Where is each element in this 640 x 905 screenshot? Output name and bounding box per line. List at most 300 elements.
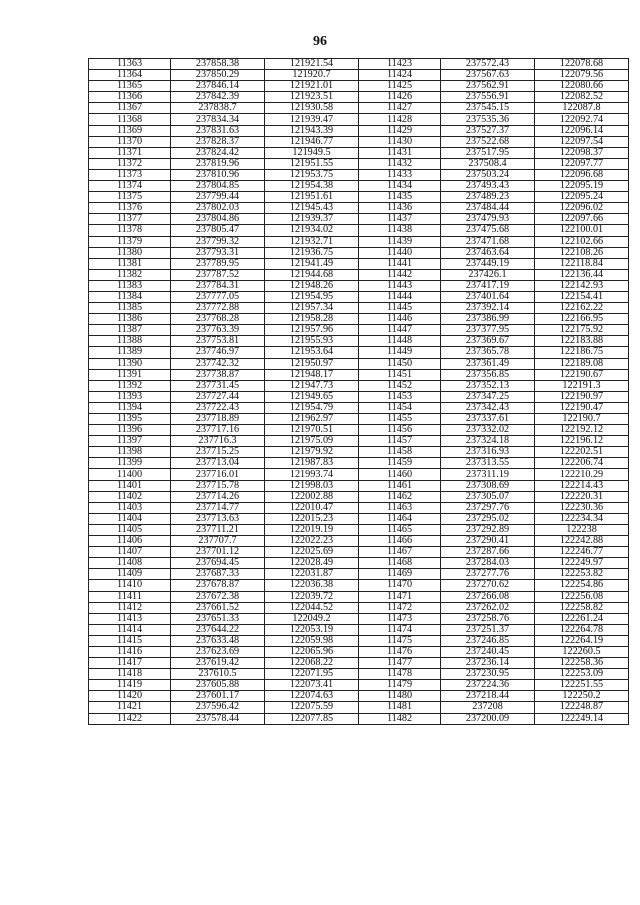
table-row: [89, 425, 629, 436]
y-coordinate-right-cell: 122238: [535, 524, 629, 535]
point-id-right-cell: 11474: [359, 624, 441, 635]
x-coordinate-right-cell: 237218.44: [441, 691, 535, 702]
table-row: [89, 258, 629, 269]
point-id-left-cell: 11365: [89, 81, 171, 92]
x-coordinate-left-cell: 237651.33: [171, 613, 265, 624]
point-id-left-cell: 11406: [89, 536, 171, 547]
y-coordinate-left-cell: 121979.92: [265, 447, 359, 458]
table-row: [89, 680, 629, 691]
point-id-right-cell: 11449: [359, 347, 441, 358]
x-coordinate-left-cell: 237805.47: [171, 225, 265, 236]
point-id-right-cell: 11444: [359, 291, 441, 302]
y-coordinate-left-cell: 122071.95: [265, 669, 359, 680]
y-coordinate-right-cell: 122191.3: [535, 380, 629, 391]
table-row: [89, 103, 629, 114]
point-id-right-cell: 11438: [359, 225, 441, 236]
y-coordinate-left-cell: 121987.83: [265, 458, 359, 469]
point-id-left-cell: 11376: [89, 203, 171, 214]
y-coordinate-right-cell: 122175.92: [535, 325, 629, 336]
y-coordinate-right-cell: 122080.66: [535, 81, 629, 92]
y-coordinate-left-cell: 121944.68: [265, 269, 359, 280]
table-row: [89, 458, 629, 469]
point-id-left-cell: 11412: [89, 602, 171, 613]
x-coordinate-left-cell: 237605.88: [171, 680, 265, 691]
x-coordinate-left-cell: 237858.38: [171, 59, 265, 70]
point-id-right-cell: 11431: [359, 147, 441, 158]
y-coordinate-right-cell: 122250.2: [535, 691, 629, 702]
y-coordinate-left-cell: 121941.49: [265, 258, 359, 269]
coordinates-table: [88, 58, 629, 725]
x-coordinate-right-cell: 237258.76: [441, 613, 535, 624]
point-id-right-cell: 11450: [359, 358, 441, 369]
point-id-right-cell: 11451: [359, 369, 441, 380]
x-coordinate-left-cell: 237717.16: [171, 425, 265, 436]
point-id-left-cell: 11381: [89, 258, 171, 269]
point-id-left-cell: 11396: [89, 425, 171, 436]
point-id-right-cell: 11429: [359, 125, 441, 136]
x-coordinate-right-cell: 237262.02: [441, 602, 535, 613]
x-coordinate-left-cell: 237672.38: [171, 591, 265, 602]
y-coordinate-right-cell: 122186.75: [535, 347, 629, 358]
x-coordinate-right-cell: 237503.24: [441, 169, 535, 180]
x-coordinate-left-cell: 237742.32: [171, 358, 265, 369]
x-coordinate-left-cell: 237772.88: [171, 303, 265, 314]
table-row: [89, 558, 629, 569]
x-coordinate-left-cell: 237831.63: [171, 125, 265, 136]
table-row: [89, 81, 629, 92]
x-coordinate-right-cell: 237324.18: [441, 436, 535, 447]
y-coordinate-left-cell: 122065.96: [265, 646, 359, 657]
point-id-left-cell: 11409: [89, 569, 171, 580]
point-id-right-cell: 11462: [359, 491, 441, 502]
point-id-right-cell: 11473: [359, 613, 441, 624]
y-coordinate-left-cell: 121970.51: [265, 425, 359, 436]
point-id-left-cell: 11375: [89, 192, 171, 203]
point-id-right-cell: 11435: [359, 192, 441, 203]
point-id-left-cell: 11415: [89, 635, 171, 646]
y-coordinate-left-cell: 122036.38: [265, 580, 359, 591]
x-coordinate-left-cell: 237727.44: [171, 391, 265, 402]
y-coordinate-left-cell: 122077.85: [265, 713, 359, 724]
y-coordinate-left-cell: 122039.72: [265, 591, 359, 602]
table-row: [89, 569, 629, 580]
x-coordinate-right-cell: 237208: [441, 702, 535, 713]
point-id-right-cell: 11469: [359, 569, 441, 580]
table-row: [89, 391, 629, 402]
y-coordinate-left-cell: 122015.23: [265, 513, 359, 524]
y-coordinate-left-cell: 121950.97: [265, 358, 359, 369]
x-coordinate-left-cell: 237716.3: [171, 436, 265, 447]
y-coordinate-left-cell: 121932.71: [265, 236, 359, 247]
y-coordinate-left-cell: 122022.23: [265, 536, 359, 547]
y-coordinate-right-cell: 122154.41: [535, 291, 629, 302]
y-coordinate-right-cell: 122242.88: [535, 536, 629, 547]
table-row: [89, 291, 629, 302]
y-coordinate-left-cell: 121957.34: [265, 303, 359, 314]
table-row: [89, 336, 629, 347]
y-coordinate-right-cell: 122214.43: [535, 480, 629, 491]
y-coordinate-right-cell: 122079.56: [535, 70, 629, 81]
point-id-right-cell: 11442: [359, 269, 441, 280]
y-coordinate-left-cell: 122028.49: [265, 558, 359, 569]
x-coordinate-right-cell: 237386.99: [441, 314, 535, 325]
x-coordinate-left-cell: 237731.45: [171, 380, 265, 391]
point-id-right-cell: 11476: [359, 646, 441, 657]
x-coordinate-left-cell: 237718.89: [171, 414, 265, 425]
x-coordinate-left-cell: 237850.29: [171, 70, 265, 81]
y-coordinate-left-cell: 121945.43: [265, 203, 359, 214]
y-coordinate-right-cell: 122206.74: [535, 458, 629, 469]
y-coordinate-left-cell: 121934.02: [265, 225, 359, 236]
y-coordinate-right-cell: 122096.02: [535, 203, 629, 214]
y-coordinate-left-cell: 121962.97: [265, 414, 359, 425]
table-row: [89, 314, 629, 325]
x-coordinate-right-cell: 237449.19: [441, 258, 535, 269]
x-coordinate-right-cell: 237230.95: [441, 669, 535, 680]
y-coordinate-left-cell: 121958.28: [265, 314, 359, 325]
point-id-left-cell: 11389: [89, 347, 171, 358]
x-coordinate-left-cell: 237804.86: [171, 214, 265, 225]
y-coordinate-right-cell: 122254.86: [535, 580, 629, 591]
x-coordinate-left-cell: 237787.52: [171, 269, 265, 280]
y-coordinate-right-cell: 122192.12: [535, 425, 629, 436]
y-coordinate-left-cell: 121954.79: [265, 402, 359, 413]
point-id-right-cell: 11482: [359, 713, 441, 724]
x-coordinate-right-cell: 237365.78: [441, 347, 535, 358]
point-id-left-cell: 11388: [89, 336, 171, 347]
y-coordinate-right-cell: 122142.93: [535, 280, 629, 291]
x-coordinate-right-cell: 237356.85: [441, 369, 535, 380]
y-coordinate-left-cell: 122074.63: [265, 691, 359, 702]
x-coordinate-left-cell: 237768.28: [171, 314, 265, 325]
table-row: [89, 369, 629, 380]
table-row: [89, 691, 629, 702]
point-id-right-cell: 11471: [359, 591, 441, 602]
point-id-left-cell: 11419: [89, 680, 171, 691]
table-row: [89, 158, 629, 169]
point-id-left-cell: 11392: [89, 380, 171, 391]
y-coordinate-left-cell: 121948.17: [265, 369, 359, 380]
x-coordinate-left-cell: 237838.7: [171, 103, 265, 114]
x-coordinate-left-cell: 237714.26: [171, 491, 265, 502]
point-id-right-cell: 11472: [359, 602, 441, 613]
y-coordinate-left-cell: 121949.65: [265, 391, 359, 402]
point-id-right-cell: 11436: [359, 203, 441, 214]
x-coordinate-right-cell: 237305.07: [441, 491, 535, 502]
point-id-left-cell: 11398: [89, 447, 171, 458]
point-id-left-cell: 11403: [89, 502, 171, 513]
x-coordinate-right-cell: 237417.19: [441, 280, 535, 291]
point-id-left-cell: 11393: [89, 391, 171, 402]
point-id-left-cell: 11374: [89, 181, 171, 192]
point-id-right-cell: 11443: [359, 280, 441, 291]
point-id-left-cell: 11372: [89, 158, 171, 169]
point-id-left-cell: 11387: [89, 325, 171, 336]
y-coordinate-left-cell: 121951.55: [265, 158, 359, 169]
y-coordinate-right-cell: 122092.74: [535, 114, 629, 125]
y-coordinate-right-cell: 122098.37: [535, 147, 629, 158]
y-coordinate-right-cell: 122078.68: [535, 59, 629, 70]
y-coordinate-left-cell: 121955.93: [265, 336, 359, 347]
x-coordinate-right-cell: 237284.03: [441, 558, 535, 569]
y-coordinate-right-cell: 122246.77: [535, 547, 629, 558]
x-coordinate-left-cell: 237819.96: [171, 158, 265, 169]
x-coordinate-right-cell: 237517.95: [441, 147, 535, 158]
x-coordinate-right-cell: 237224.36: [441, 680, 535, 691]
y-coordinate-right-cell: 122256.08: [535, 591, 629, 602]
y-coordinate-right-cell: 122108.26: [535, 247, 629, 258]
y-coordinate-right-cell: 122190.7: [535, 414, 629, 425]
point-id-left-cell: 11364: [89, 70, 171, 81]
table-row: [89, 513, 629, 524]
point-id-left-cell: 11390: [89, 358, 171, 369]
point-id-right-cell: 11440: [359, 247, 441, 258]
point-id-left-cell: 11421: [89, 702, 171, 713]
point-id-left-cell: 11395: [89, 414, 171, 425]
y-coordinate-right-cell: 122087.8: [535, 103, 629, 114]
y-coordinate-left-cell: 122044.52: [265, 602, 359, 613]
y-coordinate-right-cell: 122258.82: [535, 602, 629, 613]
point-id-left-cell: 11414: [89, 624, 171, 635]
table-row: [89, 635, 629, 646]
x-coordinate-left-cell: 237694.45: [171, 558, 265, 569]
y-coordinate-left-cell: 122025.69: [265, 547, 359, 558]
y-coordinate-right-cell: 122183.88: [535, 336, 629, 347]
y-coordinate-right-cell: 122210.29: [535, 469, 629, 480]
x-coordinate-left-cell: 237789.95: [171, 258, 265, 269]
point-id-right-cell: 11437: [359, 214, 441, 225]
x-coordinate-right-cell: 237313.55: [441, 458, 535, 469]
y-coordinate-left-cell: 122019.19: [265, 524, 359, 535]
point-id-left-cell: 11418: [89, 669, 171, 680]
x-coordinate-right-cell: 237347.25: [441, 391, 535, 402]
x-coordinate-right-cell: 237567.63: [441, 70, 535, 81]
point-id-left-cell: 11402: [89, 491, 171, 502]
point-id-left-cell: 11391: [89, 369, 171, 380]
point-id-left-cell: 11417: [89, 658, 171, 669]
y-coordinate-left-cell: 121954.95: [265, 291, 359, 302]
x-coordinate-right-cell: 237266.08: [441, 591, 535, 602]
x-coordinate-right-cell: 237493.43: [441, 181, 535, 192]
x-coordinate-right-cell: 237240.45: [441, 646, 535, 657]
point-id-right-cell: 11477: [359, 658, 441, 669]
point-id-right-cell: 11423: [359, 59, 441, 70]
x-coordinate-left-cell: 237633.48: [171, 635, 265, 646]
point-id-right-cell: 11464: [359, 513, 441, 524]
x-coordinate-left-cell: 237722.43: [171, 402, 265, 413]
y-coordinate-right-cell: 122248.87: [535, 702, 629, 713]
point-id-left-cell: 11397: [89, 436, 171, 447]
x-coordinate-left-cell: 237714.77: [171, 502, 265, 513]
y-coordinate-right-cell: 122096.68: [535, 169, 629, 180]
point-id-right-cell: 11448: [359, 336, 441, 347]
table-row: [89, 214, 629, 225]
x-coordinate-right-cell: 237479.93: [441, 214, 535, 225]
point-id-left-cell: 11416: [89, 646, 171, 657]
y-coordinate-right-cell: 122100.01: [535, 225, 629, 236]
x-coordinate-left-cell: 237619.42: [171, 658, 265, 669]
table-row: [89, 192, 629, 203]
x-coordinate-left-cell: 237777.05: [171, 291, 265, 302]
coordinates-table-body: [89, 59, 629, 725]
table-row: [89, 480, 629, 491]
y-coordinate-left-cell: 121953.75: [265, 169, 359, 180]
point-id-right-cell: 11457: [359, 436, 441, 447]
point-id-right-cell: 11468: [359, 558, 441, 569]
x-coordinate-right-cell: 237562.91: [441, 81, 535, 92]
x-coordinate-right-cell: 237337.61: [441, 414, 535, 425]
x-coordinate-left-cell: 237687.33: [171, 569, 265, 580]
point-id-left-cell: 11399: [89, 458, 171, 469]
y-coordinate-right-cell: 122253.82: [535, 569, 629, 580]
y-coordinate-right-cell: 122162.22: [535, 303, 629, 314]
point-id-left-cell: 11394: [89, 402, 171, 413]
x-coordinate-right-cell: 237297.76: [441, 502, 535, 513]
x-coordinate-left-cell: 237784.31: [171, 280, 265, 291]
x-coordinate-right-cell: 237508.4: [441, 158, 535, 169]
table-row: [89, 114, 629, 125]
x-coordinate-left-cell: 237715.78: [171, 480, 265, 491]
x-coordinate-right-cell: 237342.43: [441, 402, 535, 413]
x-coordinate-left-cell: 237644.22: [171, 624, 265, 635]
point-id-left-cell: 11407: [89, 547, 171, 558]
table-row: [89, 402, 629, 413]
x-coordinate-right-cell: 237308.69: [441, 480, 535, 491]
x-coordinate-right-cell: 237489.23: [441, 192, 535, 203]
table-row: [89, 280, 629, 291]
table-row: [89, 602, 629, 613]
point-id-right-cell: 11470: [359, 580, 441, 591]
table-row: [89, 247, 629, 258]
y-coordinate-right-cell: 122136.44: [535, 269, 629, 280]
point-id-left-cell: 11363: [89, 59, 171, 70]
point-id-right-cell: 11453: [359, 391, 441, 402]
point-id-right-cell: 11460: [359, 469, 441, 480]
table-row: [89, 70, 629, 81]
table-row: [89, 524, 629, 535]
table-row: [89, 646, 629, 657]
point-id-right-cell: 11433: [359, 169, 441, 180]
x-coordinate-right-cell: 237290.41: [441, 536, 535, 547]
x-coordinate-left-cell: 237713.04: [171, 458, 265, 469]
y-coordinate-left-cell: 122010.47: [265, 502, 359, 513]
table-row: [89, 702, 629, 713]
point-id-right-cell: 11454: [359, 402, 441, 413]
y-coordinate-right-cell: 122095.24: [535, 192, 629, 203]
point-id-right-cell: 11465: [359, 524, 441, 535]
x-coordinate-left-cell: 237711.21: [171, 524, 265, 535]
table-row: [89, 347, 629, 358]
point-id-right-cell: 11434: [359, 181, 441, 192]
x-coordinate-right-cell: 237545.15: [441, 103, 535, 114]
y-coordinate-left-cell: 121930.58: [265, 103, 359, 114]
x-coordinate-right-cell: 237463.64: [441, 247, 535, 258]
x-coordinate-right-cell: 237251.37: [441, 624, 535, 635]
table-row: [89, 358, 629, 369]
point-id-right-cell: 11466: [359, 536, 441, 547]
x-coordinate-left-cell: 237716.01: [171, 469, 265, 480]
point-id-right-cell: 11439: [359, 236, 441, 247]
point-id-left-cell: 11401: [89, 480, 171, 491]
y-coordinate-right-cell: 122220.31: [535, 491, 629, 502]
y-coordinate-right-cell: 122260.5: [535, 646, 629, 657]
y-coordinate-left-cell: 121947.73: [265, 380, 359, 391]
table-row: [89, 303, 629, 314]
x-coordinate-left-cell: 237763.39: [171, 325, 265, 336]
point-id-left-cell: 11383: [89, 280, 171, 291]
point-id-left-cell: 11404: [89, 513, 171, 524]
table-row: [89, 269, 629, 280]
point-id-right-cell: 11428: [359, 114, 441, 125]
y-coordinate-right-cell: 122196.12: [535, 436, 629, 447]
point-id-right-cell: 11478: [359, 669, 441, 680]
table-row: [89, 181, 629, 192]
x-coordinate-left-cell: 237804.85: [171, 181, 265, 192]
y-coordinate-left-cell: 122053.19: [265, 624, 359, 635]
x-coordinate-left-cell: 237834.34: [171, 114, 265, 125]
x-coordinate-left-cell: 237715.25: [171, 447, 265, 458]
x-coordinate-left-cell: 237707.7: [171, 536, 265, 547]
y-coordinate-left-cell: 122073.41: [265, 680, 359, 691]
x-coordinate-left-cell: 237753.81: [171, 336, 265, 347]
point-id-right-cell: 11424: [359, 70, 441, 81]
y-coordinate-right-cell: 122082.52: [535, 92, 629, 103]
point-id-right-cell: 11426: [359, 92, 441, 103]
point-id-right-cell: 11452: [359, 380, 441, 391]
table-row: [89, 436, 629, 447]
x-coordinate-right-cell: 237200.09: [441, 713, 535, 724]
y-coordinate-left-cell: 121921.01: [265, 81, 359, 92]
point-id-right-cell: 11467: [359, 547, 441, 558]
point-id-left-cell: 11378: [89, 225, 171, 236]
table-row: [89, 136, 629, 147]
y-coordinate-left-cell: 122075.59: [265, 702, 359, 713]
point-id-right-cell: 11458: [359, 447, 441, 458]
table-row: [89, 580, 629, 591]
x-coordinate-left-cell: 237701.12: [171, 547, 265, 558]
point-id-right-cell: 11430: [359, 136, 441, 147]
point-id-left-cell: 11386: [89, 314, 171, 325]
y-coordinate-left-cell: 121943.39: [265, 125, 359, 136]
y-coordinate-right-cell: 122190.47: [535, 402, 629, 413]
y-coordinate-left-cell: 122049.2: [265, 613, 359, 624]
y-coordinate-left-cell: 121939.37: [265, 214, 359, 225]
x-coordinate-left-cell: 237802.03: [171, 203, 265, 214]
x-coordinate-left-cell: 237842.39: [171, 92, 265, 103]
x-coordinate-right-cell: 237361.49: [441, 358, 535, 369]
table-row: [89, 225, 629, 236]
y-coordinate-right-cell: 122189.08: [535, 358, 629, 369]
table-row: [89, 669, 629, 680]
point-id-right-cell: 11481: [359, 702, 441, 713]
point-id-right-cell: 11445: [359, 303, 441, 314]
y-coordinate-right-cell: 122251.55: [535, 680, 629, 691]
y-coordinate-right-cell: 122261.24: [535, 613, 629, 624]
point-id-right-cell: 11432: [359, 158, 441, 169]
x-coordinate-left-cell: 237846.14: [171, 81, 265, 92]
x-coordinate-left-cell: 237678.87: [171, 580, 265, 591]
x-coordinate-right-cell: 237352.13: [441, 380, 535, 391]
y-coordinate-right-cell: 122264.78: [535, 624, 629, 635]
table-row: [89, 59, 629, 70]
x-coordinate-right-cell: 237292.89: [441, 524, 535, 535]
y-coordinate-right-cell: 122258.36: [535, 658, 629, 669]
x-coordinate-left-cell: 237746.97: [171, 347, 265, 358]
y-coordinate-left-cell: 121993.74: [265, 469, 359, 480]
point-id-left-cell: 11384: [89, 291, 171, 302]
x-coordinate-right-cell: 237369.67: [441, 336, 535, 347]
table-row: [89, 658, 629, 669]
